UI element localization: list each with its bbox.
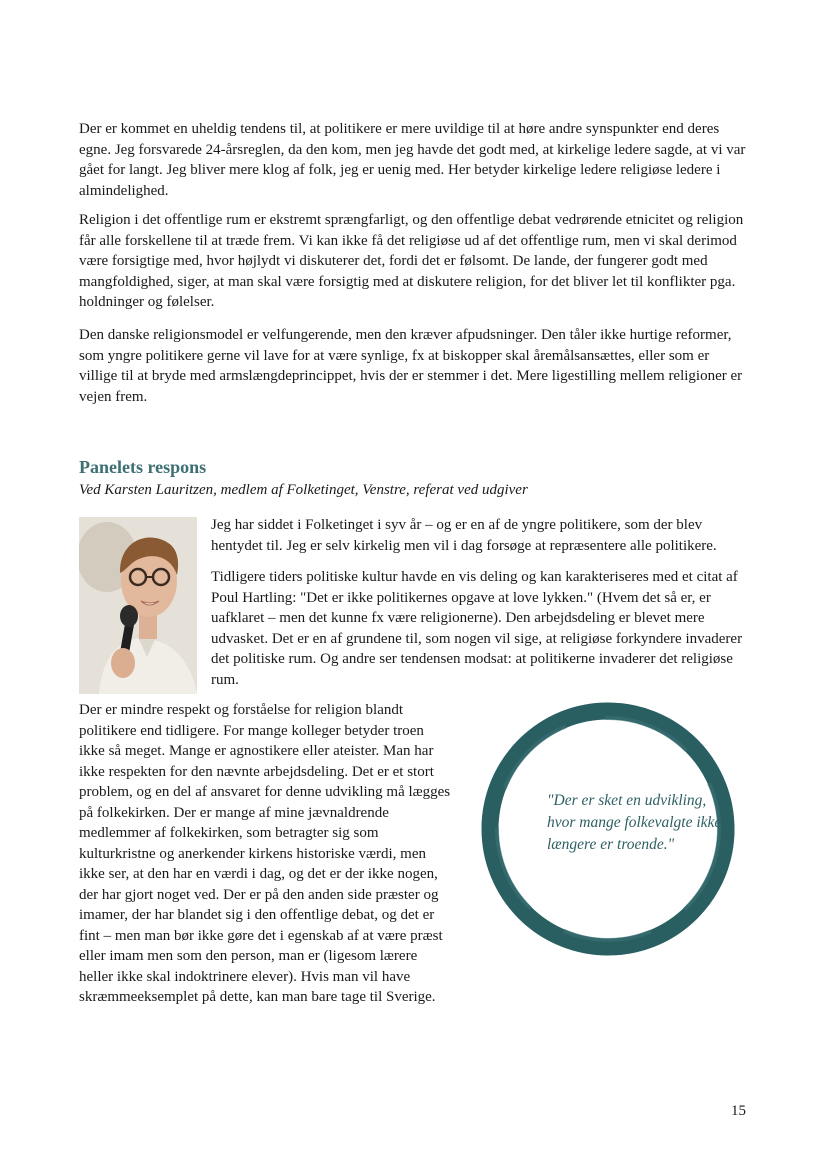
section-heading: Panelets respons <box>79 457 207 477</box>
speaker-photo <box>79 517 197 694</box>
response-paragraph: Tidligere tiders politiske kultur havde en vis deling og kan karakteriseres med et citat af Poul Hartling: "Det er ikke politikernes opgave at love lykken." (Hvem det så er, er uafklaret – men det kunne fx være religionerne). Den arbejdsdeling er blevet mere udvasket. Det er en af grundene til, som nogen vil sige, at religiøse forkyndere invaderer det politiske rum. Og andre ser tendensen modsat: at politikerne invaderer det religiøse rum. <box>211 569 743 688</box>
response-paragraph: Jeg har siddet i Folketinget i syv år – og er en af de yngre politikere, som der blev hentydet til. Jeg er selv kirkelig men vil i dag forsøge at repræsentere alle politikere. <box>211 517 717 554</box>
page-number: 15 <box>731 1103 746 1119</box>
section-byline: Ved Karsten Lauritzen, medlem af Folketinget, Venstre, referat ved udgiver <box>79 482 528 498</box>
response-paragraph: Der er mindre respekt og forståelse for religion blandt politikere end tidligere. For mange kolleger betyder troen ikke så meget. Mange er agnostikere eller ateister. Man har ikke respekten for den nævnte arbejdsdeling. Det er et stort problem, og en del af ansvaret for denne udvikling må lægges på folkekirken. Der er mange af mine jævnaldrende medlemmer af folkekirken, som betragter sig som kulturkristne og anerkender kirkens historiske værdi, men ikke ser, at den har en værdi i dag, og det er der ikke nogen, der har gjort noget ved. Der er på den anden side præster og imamer, der har blandet sig i den offentlige debat, og det er fint – men man bør ikke gøre det i egenskab af at være præst eller imam men som den person, man er (ligesom lærere heller ikke skal indoktrinere elever). Hvis man vil have skræmmeeksemplet på dette, kan man bare tage til Sverige. <box>79 702 451 1005</box>
body-paragraph: Religion i det offentlige rum er ekstremt sprængfarligt, og den offentlige debat vedrørende etnicitet og religion får alle forskellene til at træde frem. Vi kan ikke få det religiøse ud af det offentlige rum, men vi skal derimod være forsigtige med, hvor højlydt vi diskuterer det, fordi det er følsomt. De lande, der fungerer godt med mangfoldighed, siger, at man skal være forsigtig med at diskutere religion, for det bliver let til konflikter pga. holdninger og følelser. <box>79 212 744 310</box>
body-paragraph: Der er kommet en uheldig tendens til, at politikere er mere uvildige til at høre andre synspunkter end deres egne. Jeg forsvarede 24-årsreglen, da den kom, men jeg havde det godt med, at kirkelige ledere sagde, at vi var gået for langt. Jeg bliver mere klog af folk, jeg er uenig med. Her betyder kirkelige ledere religiøse ledere i almindelighed. <box>79 121 746 199</box>
pull-quote: "Der er sket en udvikling, hvor mange folkevalgte ikke længere er troende." <box>547 792 722 853</box>
body-paragraph: Den danske religionsmodel er velfungerende, men den kræver afpudsninger. Den tåler ikke hurtige reformer, som yngre politikere gerne vil lave for at være synlige, fx at biskopper skal åremålsansættes, eller som er villige til at bryde med armslængdeprincippet, hvis der er stemmer i det. Mere ligestilling mellem religioner er vejen frem. <box>79 327 743 405</box>
